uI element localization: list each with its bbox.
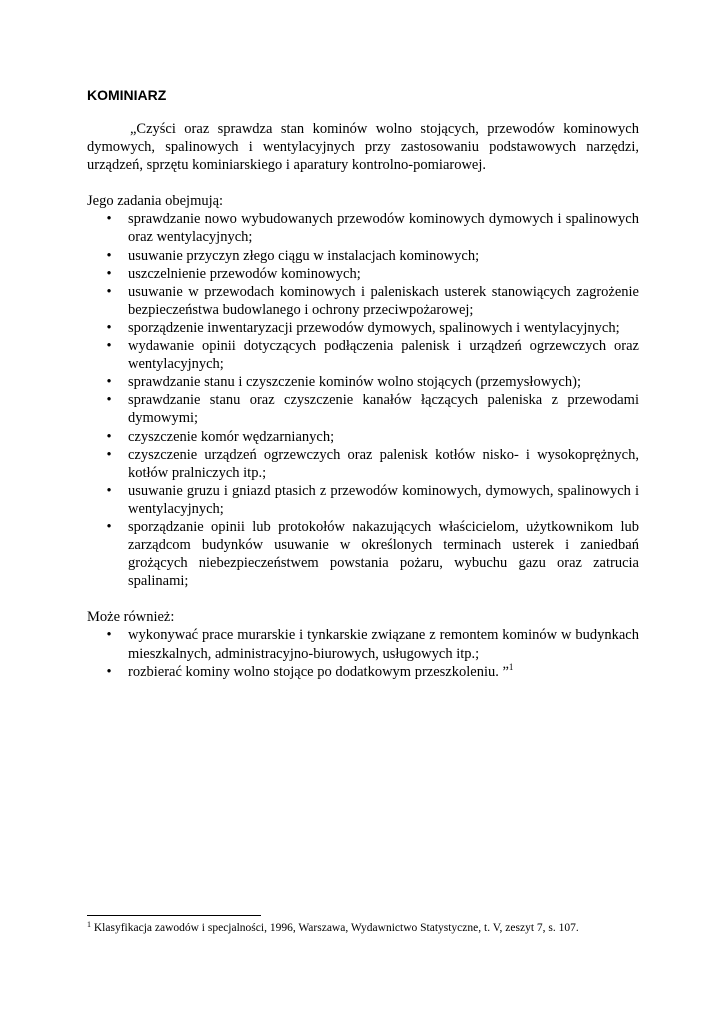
list-item-label: wykonywać prace murarskie i tynkarskie związane z remontem kominów w budynkach mieszkalnych, administracyjno-biurowych, usługowych itp.; [128, 627, 639, 662]
list-item-text [128, 373, 639, 391]
bullet-icon: • [106, 446, 112, 463]
footnote-reference: 1 [508, 661, 514, 672]
list-item-label: sprawdzanie stanu oraz czyszczenie kanałów łączących paleniska z przewodami dymowymi; [128, 392, 639, 427]
list-item [87, 319, 639, 337]
list-item [87, 518, 639, 590]
also-tasks-list [87, 626, 639, 680]
list-item-label: czyszczenie urządzeń ogrzewczych oraz palenisk kotłów nisko- i wysokoprężnych, kotłów pralniczych itp.; [128, 446, 639, 481]
document-title: KOMINIARZ [87, 87, 167, 103]
bullet-icon: • [106, 319, 112, 336]
document-body [87, 120, 639, 681]
bullet-icon: • [106, 627, 112, 644]
bullet-icon: • [106, 663, 112, 680]
list-item-text [128, 247, 639, 265]
list-item-label: wydawanie opinii dotyczących podłączenia palenisk i urządzeń ogrzewczych oraz wentylacyjnych; [128, 338, 639, 373]
bullet-icon: • [106, 283, 112, 300]
list-item [87, 446, 639, 482]
list-item-text [128, 319, 639, 337]
list-item [87, 337, 639, 373]
list-item-label: czyszczenie komór wędzarnianych; [128, 428, 335, 445]
bullet-icon: • [106, 338, 112, 355]
list-item-text [128, 337, 639, 373]
list-item [87, 391, 639, 427]
list-item [87, 283, 639, 319]
list-item-label: sprawdzanie stanu i czyszczenie kominów wolno stojących (przemysłowych); [128, 374, 581, 391]
bullet-icon: • [106, 392, 112, 409]
list-item-label: sporządzanie opinii lub protokołów nakazujących właścicielom, użytkownikom lub zarządcom budynków usuwanie w określonych terminach usterek i zaniedbań grożących niebezpieczeństwem powstania pożaru, wybuchu gazu oraz zatrucia spalinami; [128, 518, 639, 590]
list-item-label: rozbierać kominy wolno stojące po dodatkowym przeszkoleniu. ” [128, 663, 509, 680]
list-item-text [128, 265, 639, 283]
list-item [87, 373, 639, 391]
footnote [87, 921, 647, 935]
list-item-label: sporządzenie inwentaryzacji przewodów dymowych, spalinowych i wentylacyjnych; [128, 319, 620, 336]
list-item [87, 210, 639, 246]
list-item [87, 265, 639, 283]
list-item-text [128, 283, 639, 319]
footnote-text: Klasyfikacja zawodów i specjalności, 1996, Warszawa, Wydawnictwo Statystyczne, t. V, zeszyt 7, s. 107. [91, 922, 579, 934]
list-item-text [128, 482, 639, 518]
list-item [87, 663, 639, 681]
bullet-icon: • [106, 482, 112, 499]
footnote-marker: 1 [87, 920, 91, 929]
list-item [87, 626, 639, 662]
list-item-label: usuwanie w przewodach kominowych i paleniskach usterek stanowiących zagrożenie bezpieczeństwa budowlanego i ochrony przeciwpożarowej; [128, 283, 639, 318]
list-item [87, 247, 639, 265]
list-item-text [128, 446, 639, 482]
bullet-icon: • [106, 265, 112, 282]
list-item-label: usuwanie przyczyn złego ciągu w instalacjach kominowych; [128, 247, 480, 264]
list-item-text [128, 210, 639, 246]
list-item-label: uszczelnienie przewodów kominowych; [128, 265, 361, 282]
bullet-icon: • [106, 518, 112, 535]
tasks-heading: Jego zadania obejmują: [87, 193, 224, 210]
tasks-list [87, 210, 639, 590]
list-item-text [128, 391, 639, 427]
list-item-label: sprawdzanie nowo wybudowanych przewodów kominowych dymowych i spalinowych oraz wentylacyjnych; [128, 211, 639, 246]
list-item-text [128, 428, 639, 446]
list-item-text [128, 518, 639, 590]
also-heading: Może również: [87, 609, 175, 626]
list-item [87, 428, 639, 446]
footnote-separator [87, 915, 261, 916]
list-item-text [128, 663, 639, 681]
bullet-icon: • [106, 374, 112, 391]
list-item-label: usuwanie gruzu i gniazd ptasich z przewodów kominowych, dymowych, spalinowych i wentylacyjnych; [128, 482, 639, 517]
list-item [87, 482, 639, 518]
bullet-icon: • [106, 211, 112, 228]
bullet-icon: • [106, 247, 112, 264]
intro-quote-paragraph: „Czyści oraz sprawdza stan kominów wolno stojących, przewodów kominowych dymowych, spalinowych i wentylacyjnych przy zastosowaniu podstawowych narzędzi, urządzeń, sprzętu kominiarskiego i aparatury kontrolno-pomiarowej. [87, 121, 639, 174]
list-item-text [128, 626, 639, 662]
bullet-icon: • [106, 428, 112, 445]
